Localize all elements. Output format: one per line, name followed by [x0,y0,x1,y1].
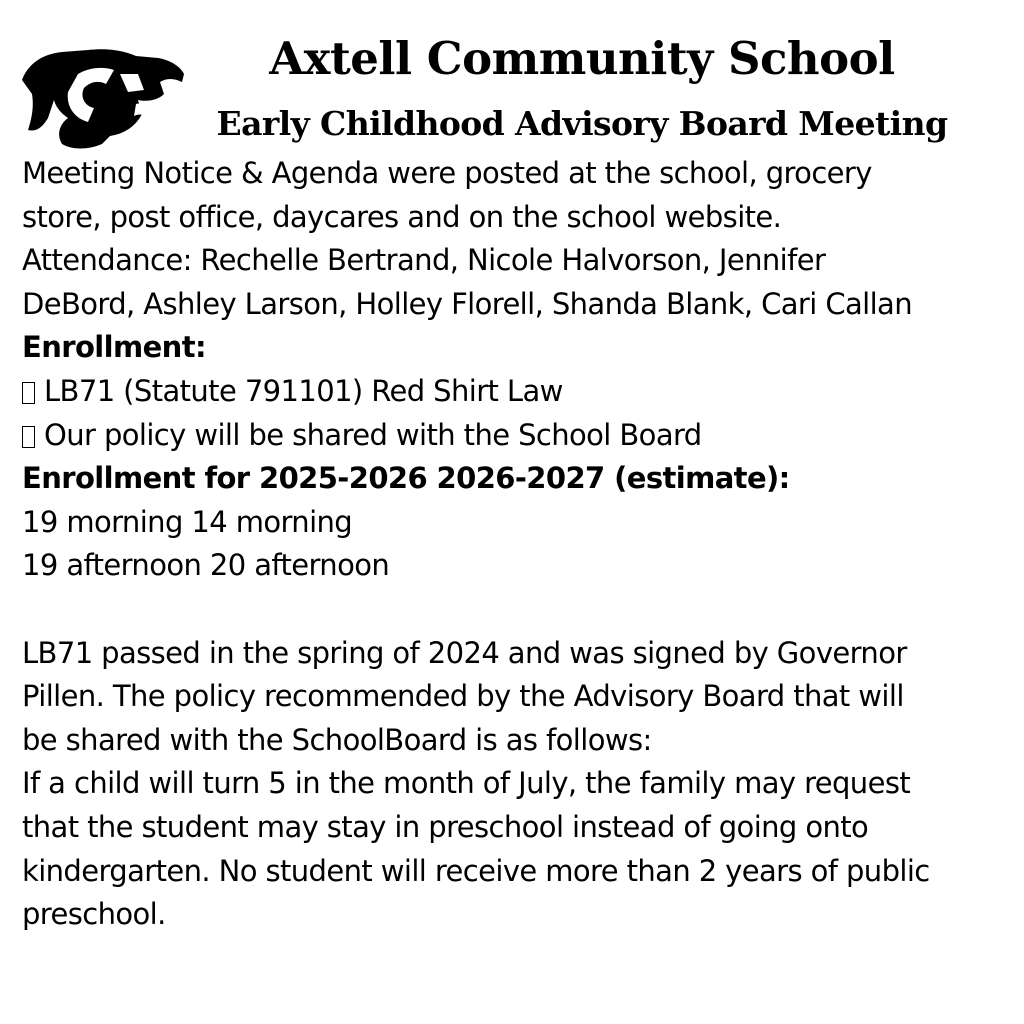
policy-text: LB71 passed in the spring of 2024 and was signed by Governor [22,635,907,670]
page-title: Axtell Community School [269,32,895,85]
enrollment-heading: Enrollment: [22,330,206,365]
document-header [0,0,1024,158]
policy-text: If a child will turn 5 in the month of July, the family may request [22,766,911,801]
wildcat-logo-icon [18,44,186,152]
paragraph-spacer [22,588,1012,632]
list-item-text: LB71 (Statute 791101) Red Shirt Law [44,373,563,408]
estimate-morning: 19 morning 14 morning [22,504,353,539]
list-item [22,414,1012,458]
attendance-text: Attendance: Rechelle Bertrand, Nicole Halvorson, Jennifer [22,243,826,278]
policy-text: Pillen. The policy recommended by the Advisory Board that will [22,679,904,714]
policy-text: be shared with the SchoolBoard is as follows: [22,722,652,757]
page-subtitle: Early Childhood Advisory Board Meeting [216,104,948,143]
policy-text: that the student may stay in preschool instead of going onto [22,809,869,844]
bullet-box-icon [22,382,35,404]
policy-text: kindergarten. No student will receive more than 2 years of public [22,853,930,888]
meeting-minutes [22,152,1012,937]
notice-text: store, post office, daycares and on the school website. [22,199,782,234]
attendance-text: DeBord, Ashley Larson, Holley Florell, Shanda Blank, Cari Callan [22,286,913,321]
list-item-text: Our policy will be shared with the School Board [44,417,702,452]
estimate-heading: Enrollment for 2025-2026 2026-2027 (estimate): [22,461,790,496]
policy-text: preschool. [22,897,166,932]
estimate-afternoon: 19 afternoon 20 afternoon [22,548,390,583]
notice-text: Meeting Notice & Agenda were posted at the school, grocery [22,156,872,190]
list-item [22,370,1012,414]
bullet-box-icon [22,426,35,448]
